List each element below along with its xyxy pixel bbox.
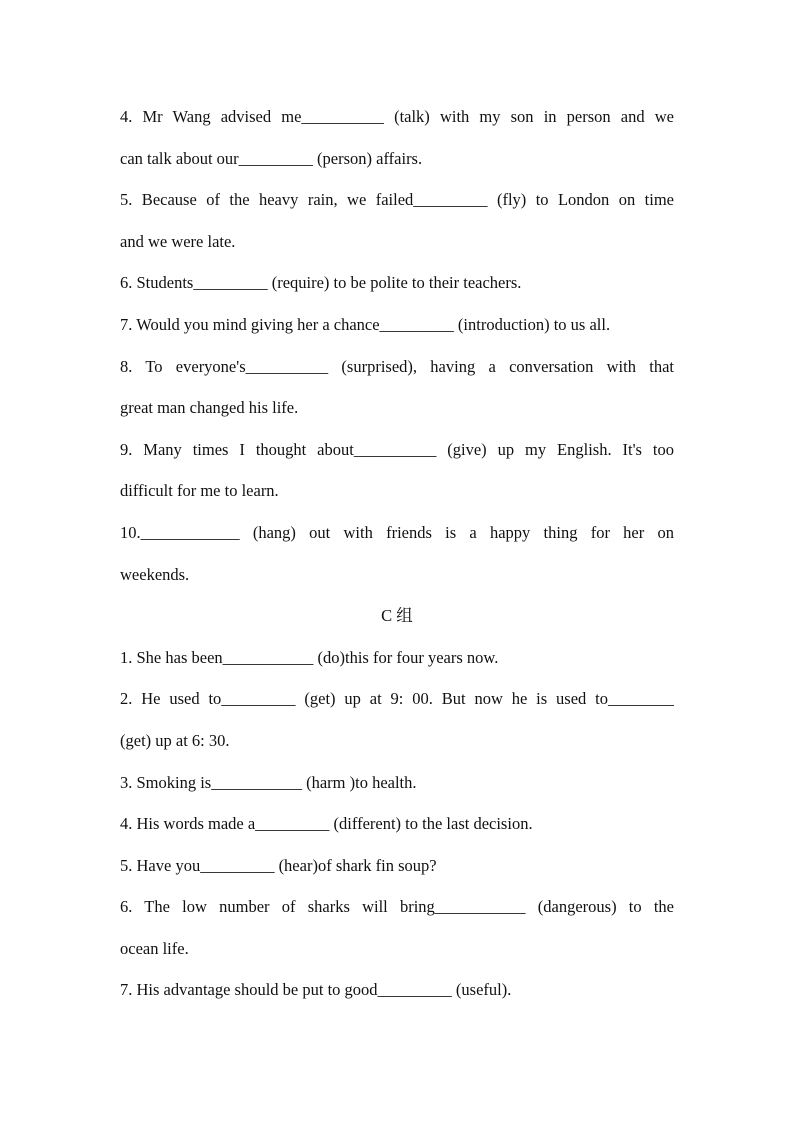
item-line: 1. She has been___________ (do)this for four years now. bbox=[120, 647, 499, 667]
exercise-item-c4 bbox=[120, 803, 674, 845]
section-c-heading: C 组 bbox=[381, 606, 413, 626]
exercise-item-c1 bbox=[120, 637, 674, 679]
item-line: weekends. bbox=[120, 564, 190, 584]
exercise-item-b8 bbox=[120, 346, 674, 429]
exercise-item-b4 bbox=[120, 96, 674, 179]
exercise-item-b5 bbox=[120, 179, 674, 262]
item-line: 3. Smoking is___________ (harm )to health. bbox=[120, 772, 417, 792]
exercise-item-b9 bbox=[120, 429, 674, 512]
item-line: 10.____________ (hang) out with friends is a happy thing for her on bbox=[120, 522, 674, 542]
item-line: ocean life. bbox=[120, 938, 189, 958]
item-line: 7. His advantage should be put to good_________ (useful). bbox=[120, 980, 512, 1000]
exercise-item-b6 bbox=[120, 262, 674, 304]
item-line: 8. To everyone's__________ (surprised), having a conversation with that bbox=[120, 356, 674, 376]
item-line: 5. Because of the heavy rain, we failed_________ (fly) to London on time bbox=[120, 190, 674, 210]
exercise-item-c2 bbox=[120, 678, 674, 761]
item-line: can talk about our_________ (person) affairs. bbox=[120, 148, 423, 168]
item-line: 2. He used to_________ (get) up at 9: 00. But now he is used to________ bbox=[120, 689, 674, 709]
item-line: 6. The low number of sharks will bring___________ (dangerous) to the bbox=[120, 897, 674, 917]
exercise-item-c6 bbox=[120, 886, 674, 969]
item-line: (get) up at 6: 30. bbox=[120, 730, 230, 750]
worksheet-page bbox=[120, 96, 674, 1011]
item-line: 4. His words made a_________ (different) to the last decision. bbox=[120, 814, 533, 834]
item-line: difficult for me to learn. bbox=[120, 481, 279, 501]
item-line: 6. Students_________ (require) to be polite to their teachers. bbox=[120, 273, 522, 293]
exercise-item-b10 bbox=[120, 512, 674, 595]
exercise-item-c3 bbox=[120, 762, 674, 804]
item-line: and we were late. bbox=[120, 231, 236, 251]
item-line: 9. Many times I thought about__________ (give) up my English. It's too bbox=[120, 439, 674, 459]
exercise-item-c7 bbox=[120, 969, 674, 1011]
item-line: 4. Mr Wang advised me__________ (talk) with my son in person and we bbox=[120, 107, 674, 126]
item-line: 7. Would you mind giving her a chance_________ (introduction) to us all. bbox=[120, 314, 611, 334]
exercise-item-c5 bbox=[120, 845, 674, 887]
item-line: great man changed his life. bbox=[120, 398, 299, 418]
exercise-item-b7 bbox=[120, 304, 674, 346]
item-line: 5. Have you_________ (hear)of shark fin soup? bbox=[120, 855, 437, 875]
